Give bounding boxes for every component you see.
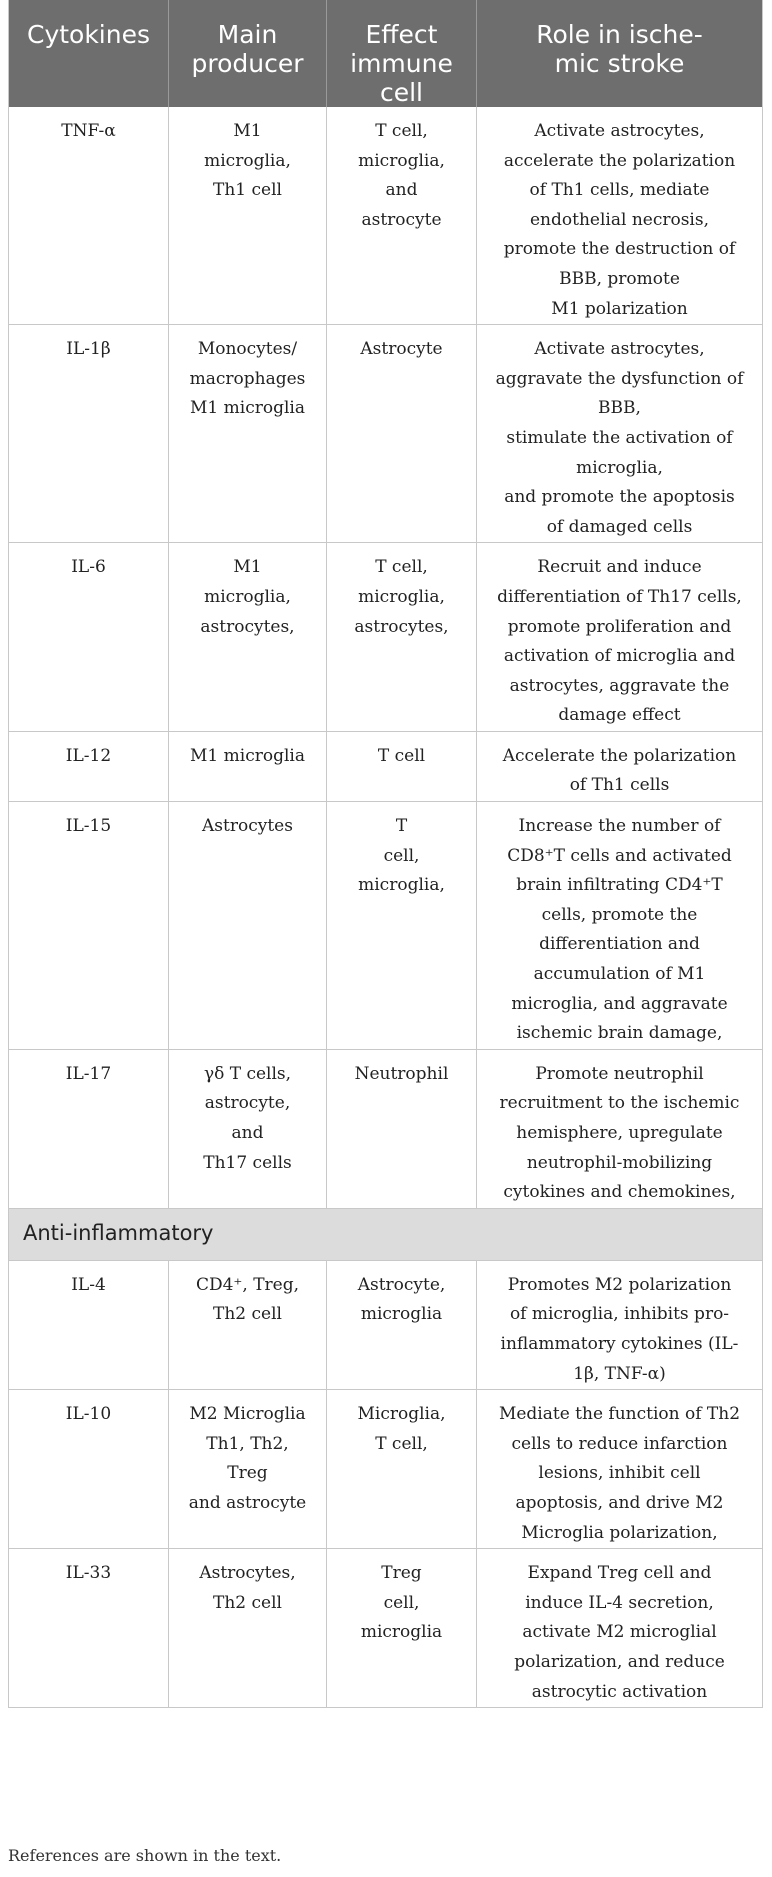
cell-line: CD8⁺T cells and activated	[507, 845, 732, 866]
cell-line: Recruit and induce	[537, 557, 702, 578]
cell-line: Th2 cell	[213, 1304, 282, 1325]
role-cell	[477, 1549, 763, 1708]
cell-line: promote proliferation and	[507, 616, 732, 637]
cell-line: activation of microglia and	[503, 646, 736, 667]
cell-line: cells, promote the	[541, 904, 698, 925]
table-header-row	[9, 0, 763, 107]
effect-cell	[327, 731, 477, 801]
cell-line: Treg	[381, 1563, 422, 1584]
cell-line: BBB, promote	[559, 268, 680, 289]
cell-line: M1 polarization	[551, 298, 688, 319]
cell-line: M1	[233, 557, 262, 578]
cell-line: recruitment to the ischemic	[499, 1093, 740, 1114]
cell-line: polarization, and reduce	[514, 1651, 725, 1672]
cell-line: Microglia,	[357, 1404, 446, 1425]
cell-line: Role in ische-	[536, 20, 703, 49]
role-cell	[477, 107, 763, 325]
role-cell	[477, 325, 763, 543]
role-cell	[477, 1390, 763, 1549]
table-row	[9, 107, 763, 325]
cell-line: microglia	[360, 1304, 443, 1325]
header-main-producer	[169, 0, 327, 107]
cell-line: Activate astrocytes,	[534, 339, 705, 360]
cell-line: Effect	[365, 20, 438, 49]
cell-line: microglia,	[204, 586, 291, 607]
header-cytokines	[9, 0, 169, 107]
cell-line: IL-10	[65, 1404, 112, 1425]
cell-line: cell,	[383, 1592, 420, 1613]
cell-line: of microglia, inhibits pro-	[509, 1304, 730, 1325]
section-label: Anti-inflammatory	[9, 1208, 763, 1260]
cell-line: Main	[217, 20, 278, 49]
cell-line: IL-1β	[66, 339, 111, 360]
producer-cell	[169, 543, 327, 732]
cell-line: of damaged cells	[546, 516, 693, 537]
cell-line: astrocyte	[361, 209, 442, 230]
cell-line: T cell,	[375, 557, 428, 578]
cell-line: immune	[350, 49, 453, 78]
cell-line: IL-15	[65, 816, 112, 837]
cell-line: stimulate the activation of	[506, 427, 733, 448]
cell-line: producer	[191, 49, 304, 78]
cell-line: microglia,	[204, 150, 291, 171]
producer-cell	[169, 802, 327, 1050]
cell-line: macrophages	[189, 368, 306, 389]
cell-line: and promote the apoptosis	[504, 487, 735, 508]
cell-line: astrocytes,	[200, 616, 295, 637]
producer-cell	[169, 107, 327, 325]
cytokine-cell	[9, 1549, 169, 1708]
cell-line: damage effect	[558, 705, 681, 726]
cell-line: TNF-α	[61, 121, 116, 141]
cell-line: Microglia polarization,	[521, 1522, 718, 1543]
cytokine-cell	[9, 802, 169, 1050]
cell-line: microglia, and aggravate	[511, 993, 728, 1014]
cell-line: IL-4	[71, 1274, 106, 1295]
producer-cell	[169, 1549, 327, 1708]
role-cell	[477, 1260, 763, 1389]
cell-line: and	[385, 180, 418, 201]
cell-line: Astrocyte,	[357, 1274, 446, 1295]
cell-line: Accelerate the polarization	[502, 745, 737, 766]
cell-line: microglia,	[358, 875, 445, 896]
effect-cell	[327, 1260, 477, 1389]
cytokine-cell	[9, 325, 169, 543]
cell-line: ischemic brain damage,	[516, 1023, 723, 1044]
effect-cell	[327, 1049, 477, 1208]
cell-line: Mediate the function of Th2	[498, 1404, 741, 1425]
header-effect-immune-cell	[327, 0, 477, 107]
cell-line: cells to reduce infarction	[511, 1433, 728, 1454]
cell-line: M1 microglia	[190, 745, 305, 766]
cell-line: astrocytes, aggravate the	[509, 675, 730, 696]
cell-line: γδ T cells,	[203, 1063, 292, 1084]
producer-cell	[169, 1049, 327, 1208]
effect-cell	[327, 1390, 477, 1549]
cell-line: IL-33	[65, 1563, 112, 1584]
cell-line: apoptosis, and drive M2	[515, 1492, 724, 1513]
effect-cell	[327, 325, 477, 543]
cell-line: cell	[379, 78, 424, 107]
cell-line: microglia,	[576, 457, 663, 478]
cell-line: and astrocyte	[188, 1492, 307, 1513]
table-row	[9, 543, 763, 732]
cell-line: Promotes M2 polarization	[507, 1274, 732, 1295]
cell-line: IL-12	[65, 745, 112, 766]
table-row	[9, 1390, 763, 1549]
producer-cell	[169, 1260, 327, 1389]
cell-line: microglia,	[358, 150, 445, 171]
cell-line: IL-6	[71, 557, 106, 578]
cytokine-cell	[9, 1390, 169, 1549]
cell-line: Activate astrocytes,	[534, 121, 705, 141]
cell-line: T cell,	[375, 1433, 428, 1454]
role-cell	[477, 1049, 763, 1208]
cell-line: of Th1 cells, mediate	[529, 180, 710, 201]
producer-cell	[169, 731, 327, 801]
cytokine-cell	[9, 731, 169, 801]
cell-line: Monocytes/	[197, 339, 298, 360]
role-cell	[477, 543, 763, 732]
producer-cell	[169, 1390, 327, 1549]
table-row	[9, 802, 763, 1050]
cell-line: Promote neutrophil	[535, 1063, 704, 1084]
cell-line: astrocyte,	[204, 1093, 291, 1114]
cell-line: accelerate the polarization	[503, 150, 736, 171]
cell-line: astrocytic activation	[531, 1681, 708, 1702]
cell-line: Th1, Th2,	[206, 1433, 289, 1454]
cell-line: inflammatory cytokines (IL-	[500, 1333, 739, 1354]
cytokine-cell	[9, 1260, 169, 1389]
cytokine-cell	[9, 543, 169, 732]
table-body	[9, 107, 763, 1708]
cell-line: differentiation of Th17 cells,	[497, 586, 742, 607]
cell-line: T cell,	[375, 121, 428, 141]
cell-line: Neutrophil	[354, 1063, 449, 1084]
cell-line: Astrocytes	[202, 816, 293, 837]
table-footnote: References are shown in the text.	[8, 1846, 282, 1865]
cell-line: cell,	[383, 845, 420, 866]
table-row	[9, 731, 763, 801]
cell-line: and	[231, 1123, 264, 1143]
cell-line: microglia	[360, 1622, 443, 1643]
cytokine-table-container	[8, 0, 762, 1708]
cytokine-table	[8, 0, 763, 1708]
cell-line: promote the destruction of	[503, 239, 736, 260]
cell-line: cytokines and chemokines,	[503, 1182, 736, 1203]
effect-cell	[327, 802, 477, 1050]
cell-line: accumulation of M1	[533, 964, 706, 985]
cell-line: Expand Treg cell and	[527, 1563, 712, 1584]
cell-line: T cell	[377, 745, 426, 766]
table-row	[9, 1049, 763, 1208]
cell-line: astrocytes,	[354, 616, 449, 637]
cell-line: Increase the number of	[518, 816, 721, 837]
table-row	[9, 325, 763, 543]
table-row	[9, 1549, 763, 1708]
producer-cell	[169, 325, 327, 543]
cell-line: induce IL-4 secretion,	[525, 1592, 714, 1613]
table-row	[9, 1260, 763, 1389]
cell-line: neutrophil-mobilizing	[526, 1152, 713, 1173]
cell-line: M1 microglia	[190, 398, 305, 419]
cell-line: lesions, inhibit cell	[538, 1463, 701, 1484]
cell-line: IL-17	[65, 1063, 112, 1084]
cell-line: Cytokines	[26, 20, 151, 49]
cell-line: of Th1 cells	[569, 775, 670, 796]
cell-line: CD4⁺, Treg,	[195, 1274, 300, 1295]
cell-line: Astrocytes,	[199, 1563, 296, 1584]
cell-line: M2 Microglia	[189, 1404, 306, 1425]
cell-line: M1	[233, 121, 262, 141]
role-cell	[477, 802, 763, 1050]
cytokine-cell	[9, 1049, 169, 1208]
cell-line: microglia,	[358, 586, 445, 607]
cell-line: 1β, TNF-α)	[573, 1363, 666, 1384]
role-cell	[477, 731, 763, 801]
cell-line: Astrocyte	[360, 339, 443, 360]
cell-line: endothelial necrosis,	[530, 209, 709, 230]
cell-line: Treg	[227, 1463, 268, 1484]
cell-line: T	[395, 816, 408, 837]
cell-line: aggravate the dysfunction of	[495, 368, 744, 389]
effect-cell	[327, 543, 477, 732]
cell-line: activate M2 microglial	[522, 1622, 717, 1643]
cell-line: differentiation and	[539, 934, 700, 955]
effect-cell	[327, 1549, 477, 1708]
cell-line: Th1 cell	[213, 180, 282, 201]
effect-cell	[327, 107, 477, 325]
cell-line: Th2 cell	[213, 1592, 282, 1613]
cell-line: BBB,	[598, 398, 641, 419]
header-role-in-ischemic-stroke	[477, 0, 763, 107]
cytokine-cell	[9, 107, 169, 325]
cell-line: mic stroke	[554, 49, 685, 78]
cell-line: Th17 cells	[203, 1152, 292, 1173]
cell-line: brain infiltrating CD4⁺T	[516, 875, 723, 896]
cell-line: hemisphere, upregulate	[516, 1123, 723, 1143]
section-row-anti-inflammatory	[9, 1208, 763, 1260]
